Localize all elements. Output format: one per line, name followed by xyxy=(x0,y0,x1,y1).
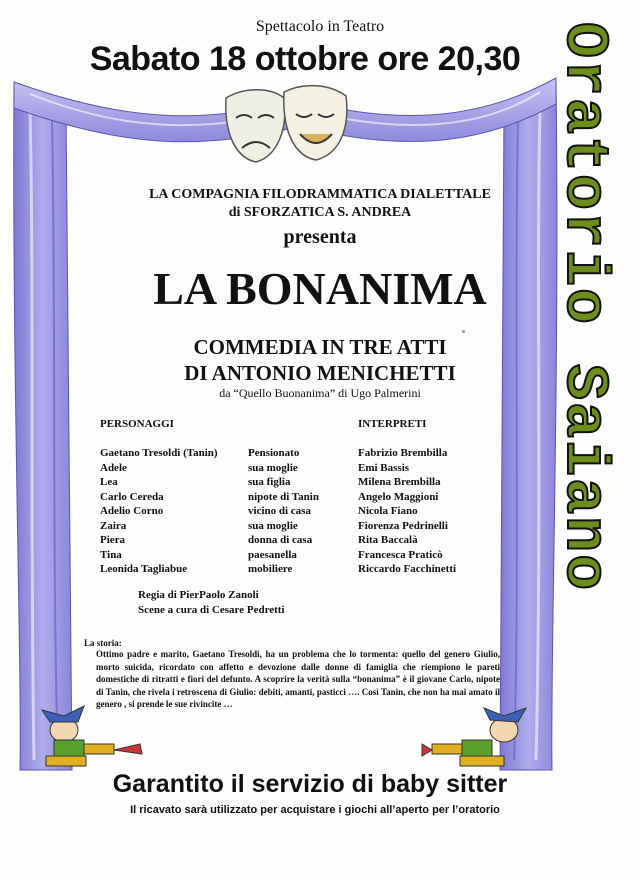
actors-header: INTERPRETI xyxy=(358,418,427,430)
cast-row xyxy=(100,475,520,490)
cast-row xyxy=(100,461,520,476)
oratorio-name: Oratorio Saiano xyxy=(549,22,617,593)
subtitle-line-1: COMMEDIA IN TRE ATTI xyxy=(193,335,447,359)
company-line-1: LA COMPAGNIA FILODRAMMATICA DIALETTALE xyxy=(149,187,491,202)
character-role: mobiliere xyxy=(248,563,293,575)
production-credits xyxy=(138,588,285,618)
cast-row xyxy=(100,504,520,519)
character-name: Zaira xyxy=(100,519,127,532)
event-type: Spettacolo in Teatro xyxy=(255,18,385,35)
character-role: sua figlia xyxy=(248,476,291,488)
character-role: donna di casa xyxy=(248,534,313,546)
character-name: Tina xyxy=(100,548,122,561)
character-role: sua moglie xyxy=(248,519,298,532)
actor-name: Fabrizio Brembilla xyxy=(358,447,448,459)
actor-name: Riccardo Facchinetti xyxy=(358,563,457,575)
cast-row xyxy=(100,519,520,534)
actor-name: Milena Brembilla xyxy=(358,476,441,488)
subtitle-line-2: DI ANTONIO MENICHETTI xyxy=(184,361,456,385)
character-role: sua moglie xyxy=(248,461,298,474)
character-role: nipote di Tanin xyxy=(248,490,319,503)
character-role: paesanella xyxy=(248,548,297,561)
character-name: Gaetano Tresoldi (Tanin) xyxy=(100,447,218,459)
cast-row xyxy=(100,446,520,461)
cast-row xyxy=(100,562,520,577)
character-role: Pensionato xyxy=(248,447,300,459)
cast-row xyxy=(100,533,520,548)
cast-row xyxy=(100,548,520,563)
company-line-2: di SFORZATICA S. ANDREA xyxy=(228,205,412,220)
character-name: Piera xyxy=(100,534,126,546)
actor-name: Nicola Fiano xyxy=(358,505,418,517)
speck xyxy=(462,330,465,333)
play-subtitle xyxy=(80,334,560,386)
actor-name: Angelo Maggioni xyxy=(358,490,439,503)
story-text: Ottimo padre e marito, Gaetano Tresoldi, ha un problema che lo tormenta: quello del genero Giulio, morto suicida, ricordato con affetto e devozione dalle donne di famiglia che riempiono le pareti domestiche di ritratti e fiori del defunto. A scoprire la verità sulla “bonanima” è il giovane Carlo, nipote di Tanin, che rivela i retroscena di Giulio: debiti, amanti, pasticci …. Così Tanin, che non ha mai amato il genero , si prende le sue rivincite … xyxy=(96,649,500,709)
play-source: da “Quello Buonanima” di Ugo Palmerini xyxy=(219,386,421,400)
babysitter-notice: Garantito il servizio di baby sitter xyxy=(112,770,508,798)
actor-name: Rita Baccalà xyxy=(358,534,418,546)
character-name: Adele xyxy=(100,461,127,474)
presents-label: presenta xyxy=(283,226,357,248)
director-credit: Regia di PierPaolo Zanoli xyxy=(138,589,259,601)
event-date: Sabato 18 ottobre ore 20,30 xyxy=(89,40,521,78)
jester-left-icon xyxy=(42,706,142,766)
character-role: vicino di casa xyxy=(248,505,311,517)
character-name: Carlo Cereda xyxy=(100,490,164,503)
actor-name: Francesca Praticò xyxy=(358,548,443,561)
character-name: Lea xyxy=(100,476,118,488)
scenery-credit: Scene a cura di Cesare Pedretti xyxy=(138,604,285,616)
character-name: Adelio Corno xyxy=(100,505,164,517)
actor-name: Emi Bassis xyxy=(358,461,410,474)
cast-row xyxy=(100,490,520,505)
proceeds-notice: Il ricavato sarà utilizzato per acquistare i giochi all’aperto per l’oratorio xyxy=(130,804,500,816)
character-name: Leonida Tagliabue xyxy=(100,563,188,575)
characters-header: PERSONAGGI xyxy=(100,418,174,430)
cast-table xyxy=(100,446,520,577)
actor-name: Fiorenza Pedrinelli xyxy=(358,519,448,532)
theatre-masks-icon xyxy=(226,86,347,162)
story-label: La storia: xyxy=(84,638,122,648)
company-name xyxy=(80,186,560,222)
play-title: LA BONANIMA xyxy=(153,263,487,314)
